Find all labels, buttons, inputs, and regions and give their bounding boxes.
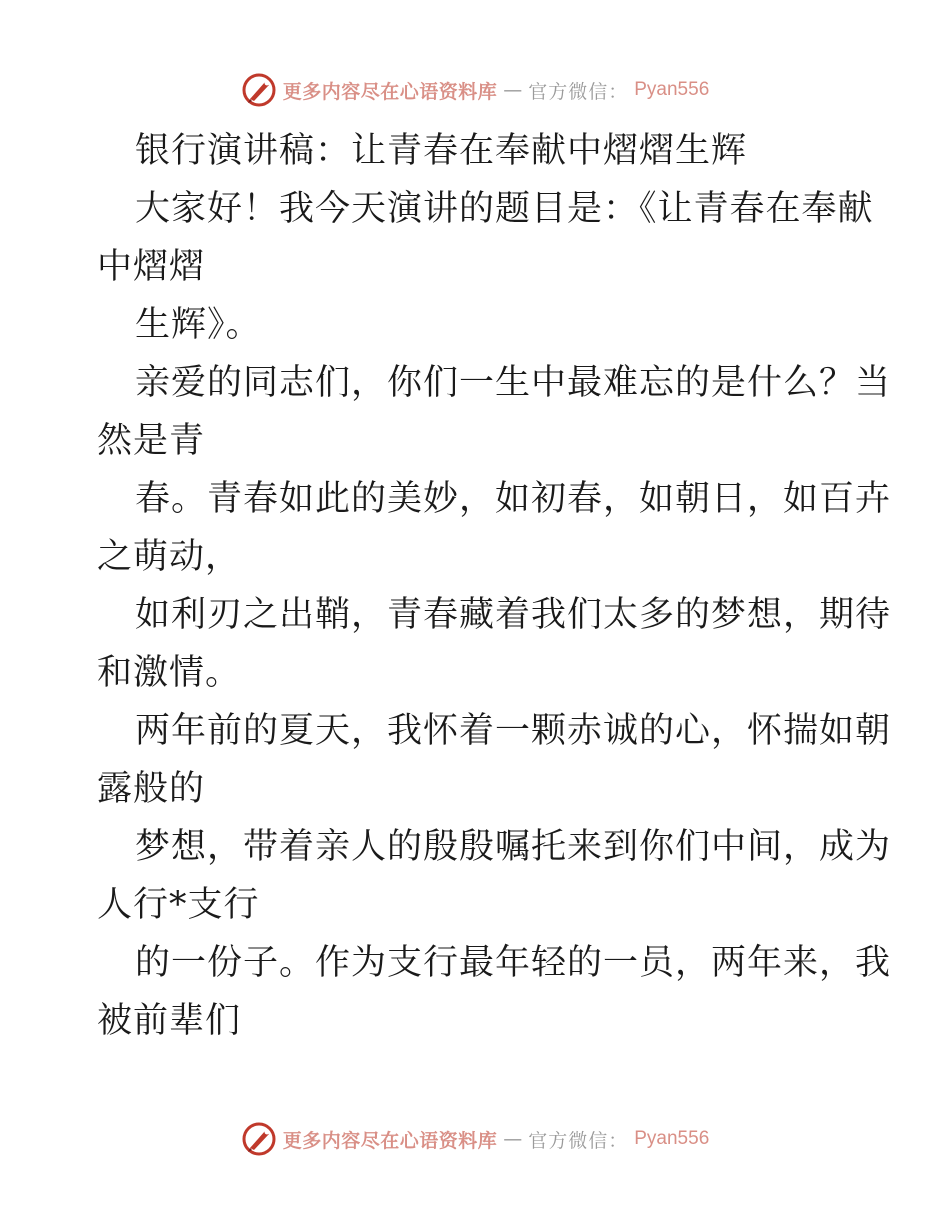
header-official-label: 官方微信： [528,80,629,103]
footer-separator: — [503,1128,523,1150]
header-separator: — [503,79,523,101]
text-line: 然是青 [97,421,206,461]
footer-wechat-id: Pyan556 [634,1128,710,1149]
footer-official-label: 官方微信： [528,1129,629,1152]
text-line: 被前辈们 [97,1001,242,1041]
header-promo-text: 更多内容尽在心语资料库 [282,80,498,103]
text-line: 亲爱的同志们，你们一生中最难忘的是什么？当 [135,363,892,403]
footer-promo-text: 更多内容尽在心语资料库 [282,1129,498,1152]
footer-banner [0,1119,950,1159]
pen-logo-icon [241,1121,277,1157]
pen-logo-icon [241,72,277,108]
text-line: 大家好！我今天演讲的题目是：《让青春在奉献 [135,189,874,229]
text-line: 春。青春如此的美妙，如初春，如朝日，如百卉 [135,479,892,519]
text-line: 梦想，带着亲人的殷殷嘱托来到你们中间，成为 [135,827,892,867]
header-wechat-id: Pyan556 [634,79,710,100]
document-body [97,122,892,1050]
text-line: 中熠熠 [97,247,206,287]
text-line: 生辉》。 [135,305,262,345]
text-line: 银行演讲稿：让青春在奉献中熠熠生辉 [135,131,748,171]
header-banner [0,70,950,110]
text-line: 两年前的夏天，我怀着一颗赤诚的心，怀揣如朝 [135,711,892,751]
text-line: 如利刃之出鞘，青春藏着我们太多的梦想，期待 [135,595,892,635]
text-line: 人行*支行 [97,885,260,925]
text-line: 之萌动， [97,537,242,577]
text-line: 和激情。 [97,653,242,693]
text-line: 露般的 [97,769,206,809]
text-line: 的一份子。作为支行最年轻的一员，两年来，我 [135,943,892,983]
